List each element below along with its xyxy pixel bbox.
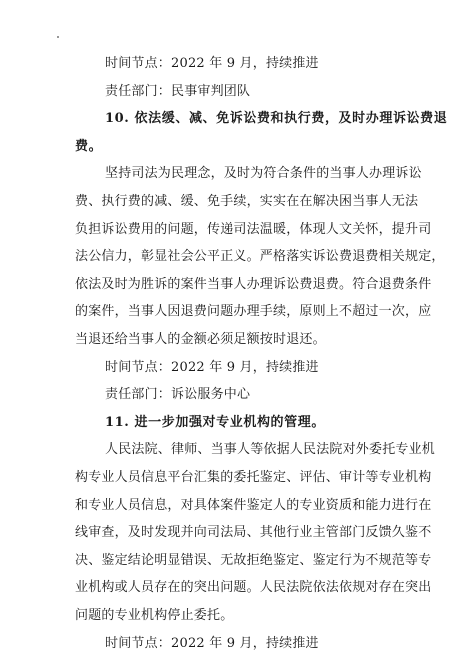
section-10-heading: 10. 依法缓、减、免诉讼费和执行费，及时办理诉讼费退 [105,111,448,127]
section-11-body-6: 业机构或人员存在的突出问题。人民法院依法依规对存在突出 [75,580,432,596]
time-node-line-2: 时间节点：2022 年 9 月，持续推进 [105,359,319,375]
section-11-body-3: 和专业人员信息，对具体案件鉴定人的专业资质和能力进行在 [75,497,432,513]
responsible-dept-line-1: 责任部门：民事审判团队 [105,83,251,99]
section-11-body-2: 构专业人员信息平台汇集的委托鉴定、评估、审计等专业机构 [75,470,432,485]
responsible-dept-line-2: 责任部门：诉讼服务中心 [105,387,251,403]
section-10-body-2: 费、执行费的减、缓、免手续，实实在在解决困当事人无法 [75,194,419,209]
scan-speck [57,36,59,38]
section-11-heading: 11. 进一步加强对专业机构的管理。 [105,414,325,430]
time-node-line-3: 时间节点：2022 年 9 月，持续推进 [105,635,319,651]
section-11-body-5: 决、鉴定结论明显错误、无故拒绝鉴定、鉴定行为不规范等专 [75,552,432,568]
section-10-heading-cont: 费。 [75,138,103,154]
section-10-body-5: 依法及时为胜诉的案件当事人办理诉讼费退费。符合退费条件 [75,276,432,292]
section-10-body-4: 法公信力，彰显社会公平正义。严格落实诉讼费退费相关规定， [75,249,445,265]
section-10-body-1: 坚持司法为民理念，及时为符合条件的当事人办理诉讼 [105,166,422,182]
section-10-body-7: 当退还给当事人的金额必须足额按时退还。 [75,332,326,347]
section-10-body-3: 负担诉讼费用的问题，传递司法温暖，体现人文关怀，提升司 [75,221,432,237]
section-11-body-7: 问题的专业机构停止委托。 [75,608,234,623]
time-node-line-1: 时间节点：2022 年 9 月，持续推进 [105,56,319,71]
section-10-body-6: 的案件，当事人因退费问题办理手续，原则上不超过一次，应 [75,304,432,320]
section-11-body-4: 线审查，及时发现并向司法局、其他行业主管部门反馈久鉴不 [75,525,432,541]
section-11-body-1: 人民法院、律师、当事人等依据人民法院对外委托专业机 [105,442,436,458]
